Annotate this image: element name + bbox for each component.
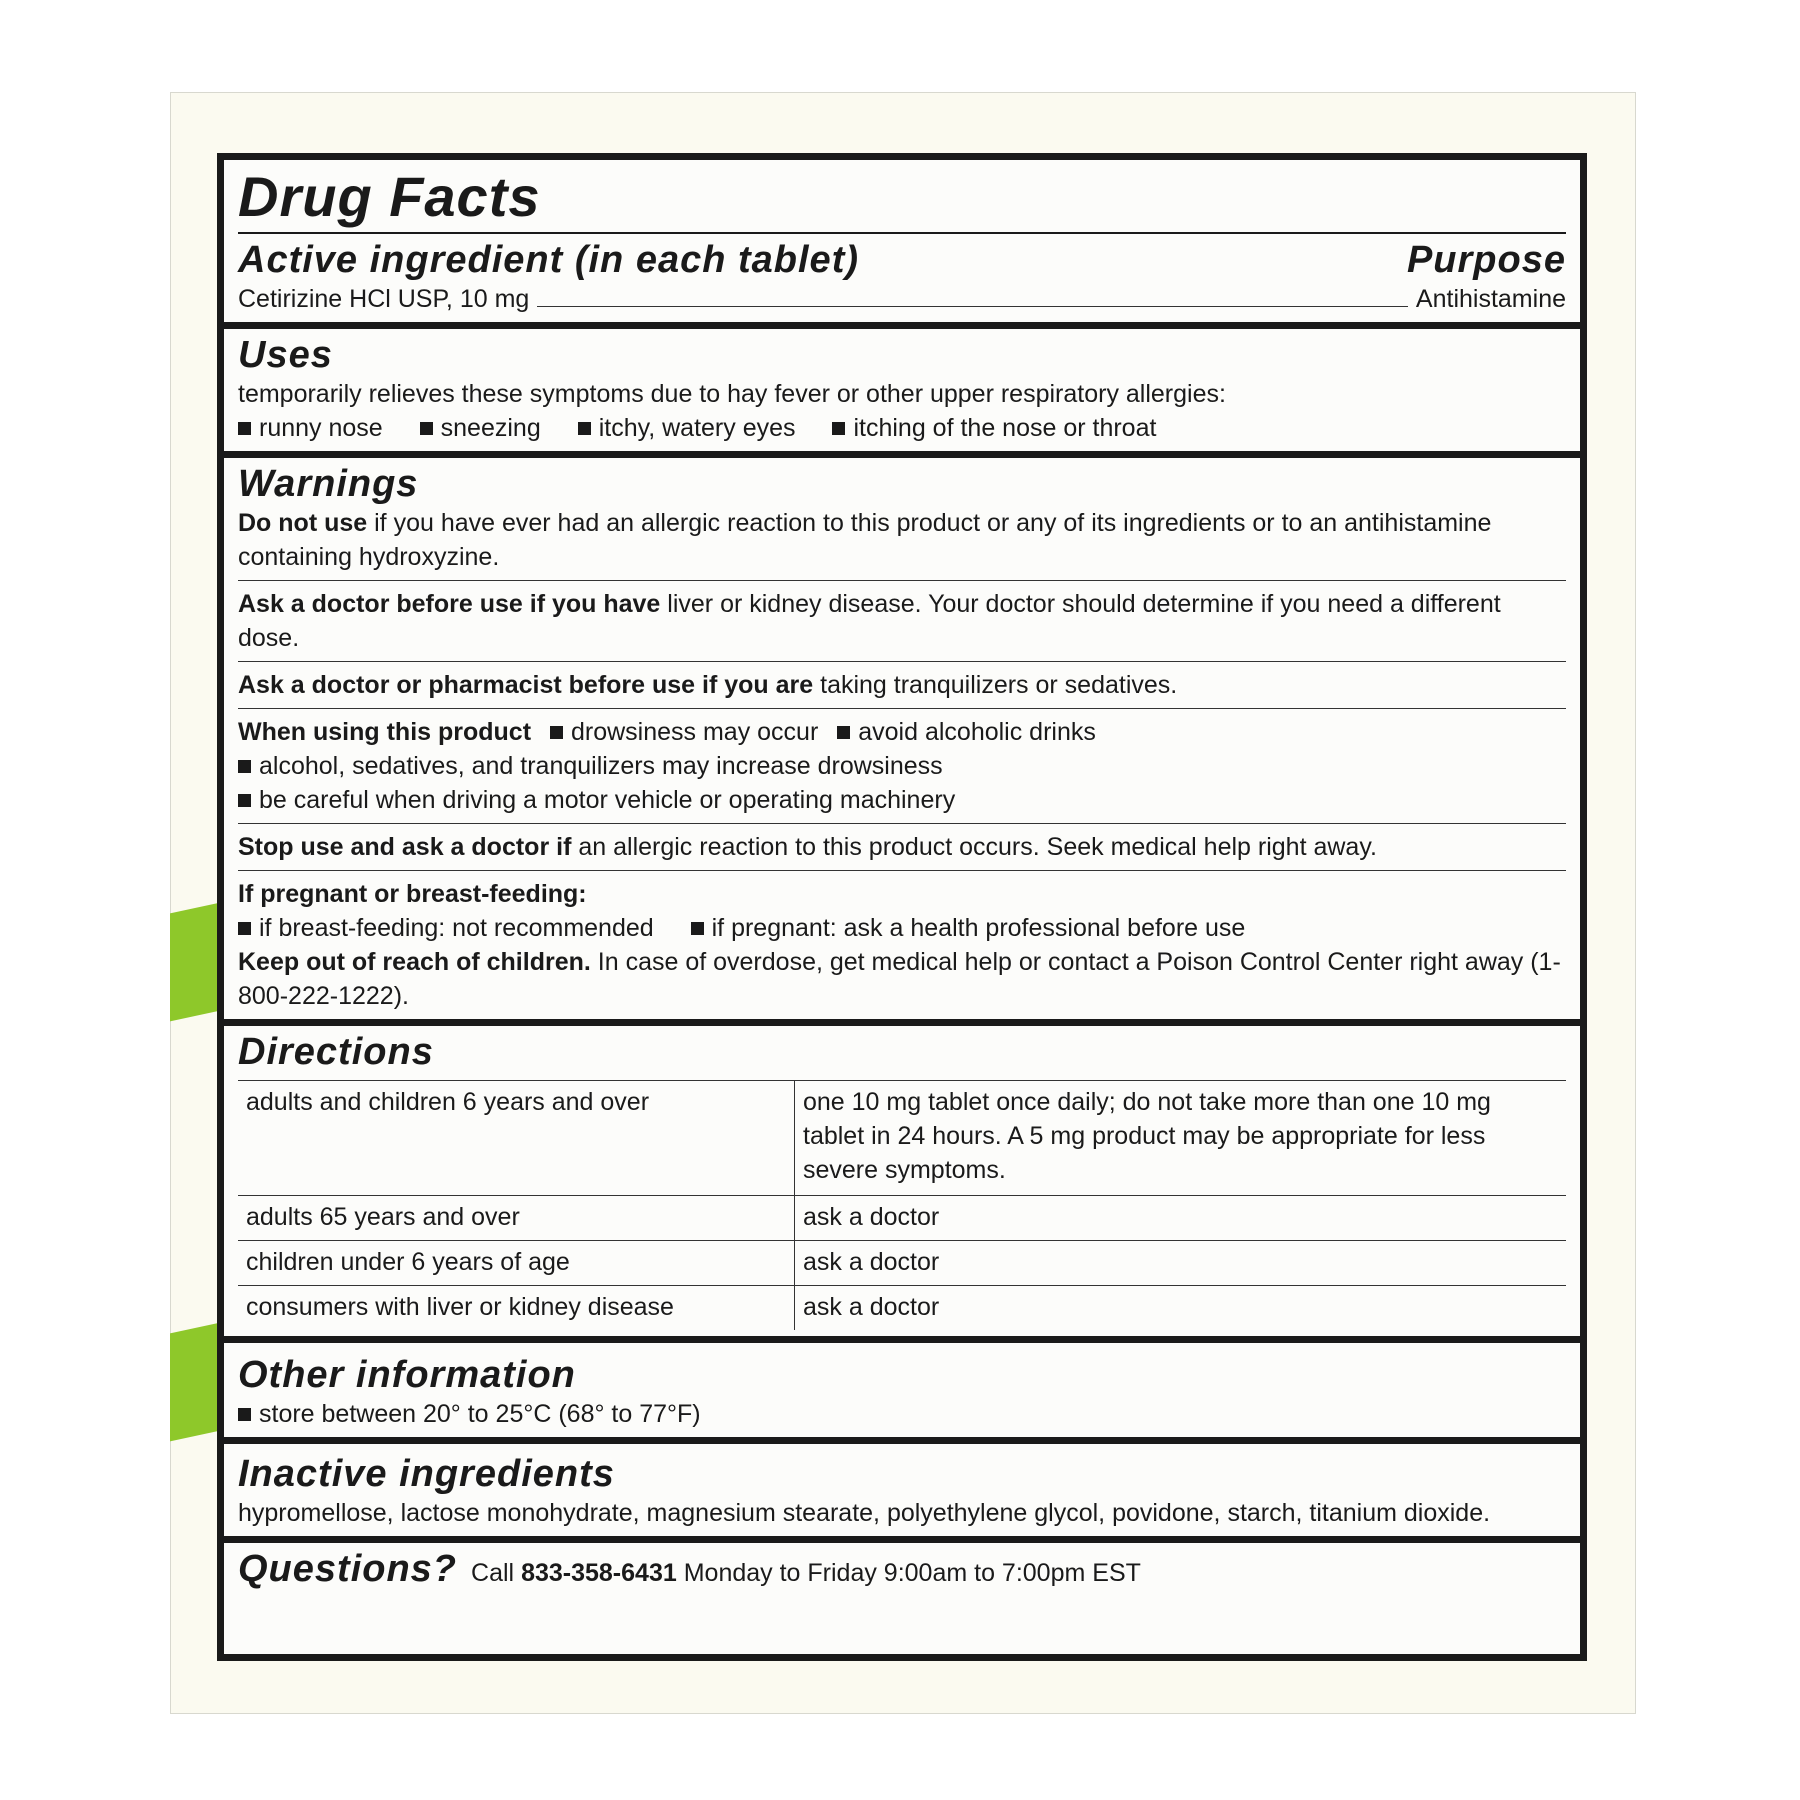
uses-bullets: [238, 411, 1566, 445]
divider: [238, 232, 1566, 234]
list-item: itchy, watery eyes: [578, 414, 796, 442]
purpose-value: Antihistamine: [1415, 285, 1566, 313]
table-cell: ask a doctor: [795, 1196, 1567, 1241]
list-item: runny nose: [238, 414, 383, 442]
warnings-heading: Warnings: [238, 463, 419, 505]
bullet-icon: [238, 760, 251, 773]
inactive-ingredients-text: hypromellose, lactose monohydrate, magnesium stearate, polyethylene glycol, povidone, starch, titanium dioxide.: [238, 1499, 1491, 1527]
table-cell: ask a doctor: [795, 1286, 1567, 1331]
table-row: [238, 1286, 1566, 1331]
list-item: be careful when driving a motor vehicle or operating machinery: [238, 783, 1566, 817]
green-accent-stripe: [170, 903, 220, 1022]
other-information-section: [224, 1343, 1580, 1437]
bullet-icon: [691, 922, 704, 935]
inactive-ingredients-section: [224, 1444, 1580, 1536]
ask-doctor: Ask a doctor before use if you have liver or kidney disease. Your doctor should determine if you need a different dose.: [238, 590, 1501, 652]
ask-pharmacist: Ask a doctor or pharmacist before use if you are taking tranquilizers or sedatives.: [238, 671, 1178, 699]
table-cell: adults and children 6 years and over: [238, 1081, 795, 1196]
bullet-icon: [238, 794, 251, 807]
phone-number: 833-358-6431: [521, 1559, 677, 1587]
table-row: [238, 1196, 1566, 1241]
bullet-icon: [832, 422, 845, 435]
bullet-icon: [420, 422, 433, 435]
table-row: [238, 1081, 1566, 1196]
active-ingredient-header: [238, 238, 1566, 282]
uses-intro: temporarily relieves these symptoms due to hay fever or other upper respiratory allergies:: [238, 380, 1226, 408]
bullet-icon: [550, 726, 563, 739]
directions-heading: Directions: [238, 1031, 434, 1073]
stop-use: Stop use and ask a doctor if an allergic reaction to this product occurs. Seek medical help right away.: [238, 833, 1377, 861]
divider: [238, 870, 1566, 871]
questions-row: [238, 1547, 1566, 1591]
questions-contact: Call 833-358-6431 Monday to Friday 9:00am to 7:00pm EST: [471, 1559, 1141, 1587]
active-ingredient: Cetirizine HCl USP, 10 mg: [238, 285, 530, 313]
divider: [238, 708, 1566, 709]
green-accent-stripe: [170, 1323, 220, 1442]
table-cell: ask a doctor: [795, 1241, 1567, 1286]
other-information-heading: Other information: [238, 1354, 576, 1396]
divider: [238, 580, 1566, 581]
table-cell: adults 65 years and over: [238, 1196, 795, 1241]
divider: [238, 823, 1566, 824]
uses-section: [224, 329, 1580, 451]
pregnant-heading: If pregnant or breast-feeding:: [238, 880, 587, 908]
drug-facts-header: [224, 160, 1580, 322]
list-item: sneezing: [420, 414, 541, 442]
bullet-icon: [837, 726, 850, 739]
bullet-icon: [578, 422, 591, 435]
list-item: alcohol, sedatives, and tranquilizers may increase drowsiness: [238, 749, 1566, 783]
directions-table: [238, 1080, 1566, 1330]
do-not-use: Do not use if you have ever had an allergic reaction to this product or any of its ingredients or to an antihistamine containing hydroxyzine.: [238, 509, 1492, 571]
drug-facts-panel: [217, 153, 1587, 1661]
active-ingredient-row: [238, 282, 1566, 316]
list-item: store between 20° to 25°C (68° to 77°F): [238, 1397, 1566, 1431]
directions-section: [224, 1026, 1580, 1336]
table-row: [238, 1241, 1566, 1286]
questions-heading: Questions?: [238, 1548, 458, 1590]
warnings-section: [224, 458, 1580, 1019]
when-using: When using this product drowsiness may occur avoid alcoholic drinks: [238, 718, 1096, 746]
bullet-icon: [238, 1408, 251, 1421]
table-cell: children under 6 years of age: [238, 1241, 795, 1286]
active-ingredient-heading: Active ingredient (in each tablet): [238, 239, 859, 281]
pregnant-bullets: if breast-feeding: not recommended if pregnant: ask a health professional before use: [238, 911, 1566, 945]
questions-section: [224, 1543, 1580, 1654]
dotted-leader: [537, 306, 1408, 307]
bullet-icon: [238, 922, 251, 935]
keep-out-of-reach: Keep out of reach of children. In case of overdose, get medical help or contact a Poison Control Center right away (1-800-222-1222).: [238, 948, 1561, 1010]
uses-heading: Uses: [238, 334, 333, 376]
table-cell: consumers with liver or kidney disease: [238, 1286, 795, 1331]
bullet-icon: [238, 422, 251, 435]
table-cell: one 10 mg tablet once daily; do not take more than one 10 mg tablet in 24 hours. A 5 mg product may be appropriate for less severe symptoms.: [795, 1081, 1567, 1196]
inactive-ingredients-heading: Inactive ingredients: [238, 1453, 615, 1495]
purpose-heading: Purpose: [1406, 239, 1566, 281]
divider: [238, 661, 1566, 662]
page-title: Drug Facts: [238, 165, 541, 228]
list-item: itching of the nose or throat: [832, 414, 1156, 442]
